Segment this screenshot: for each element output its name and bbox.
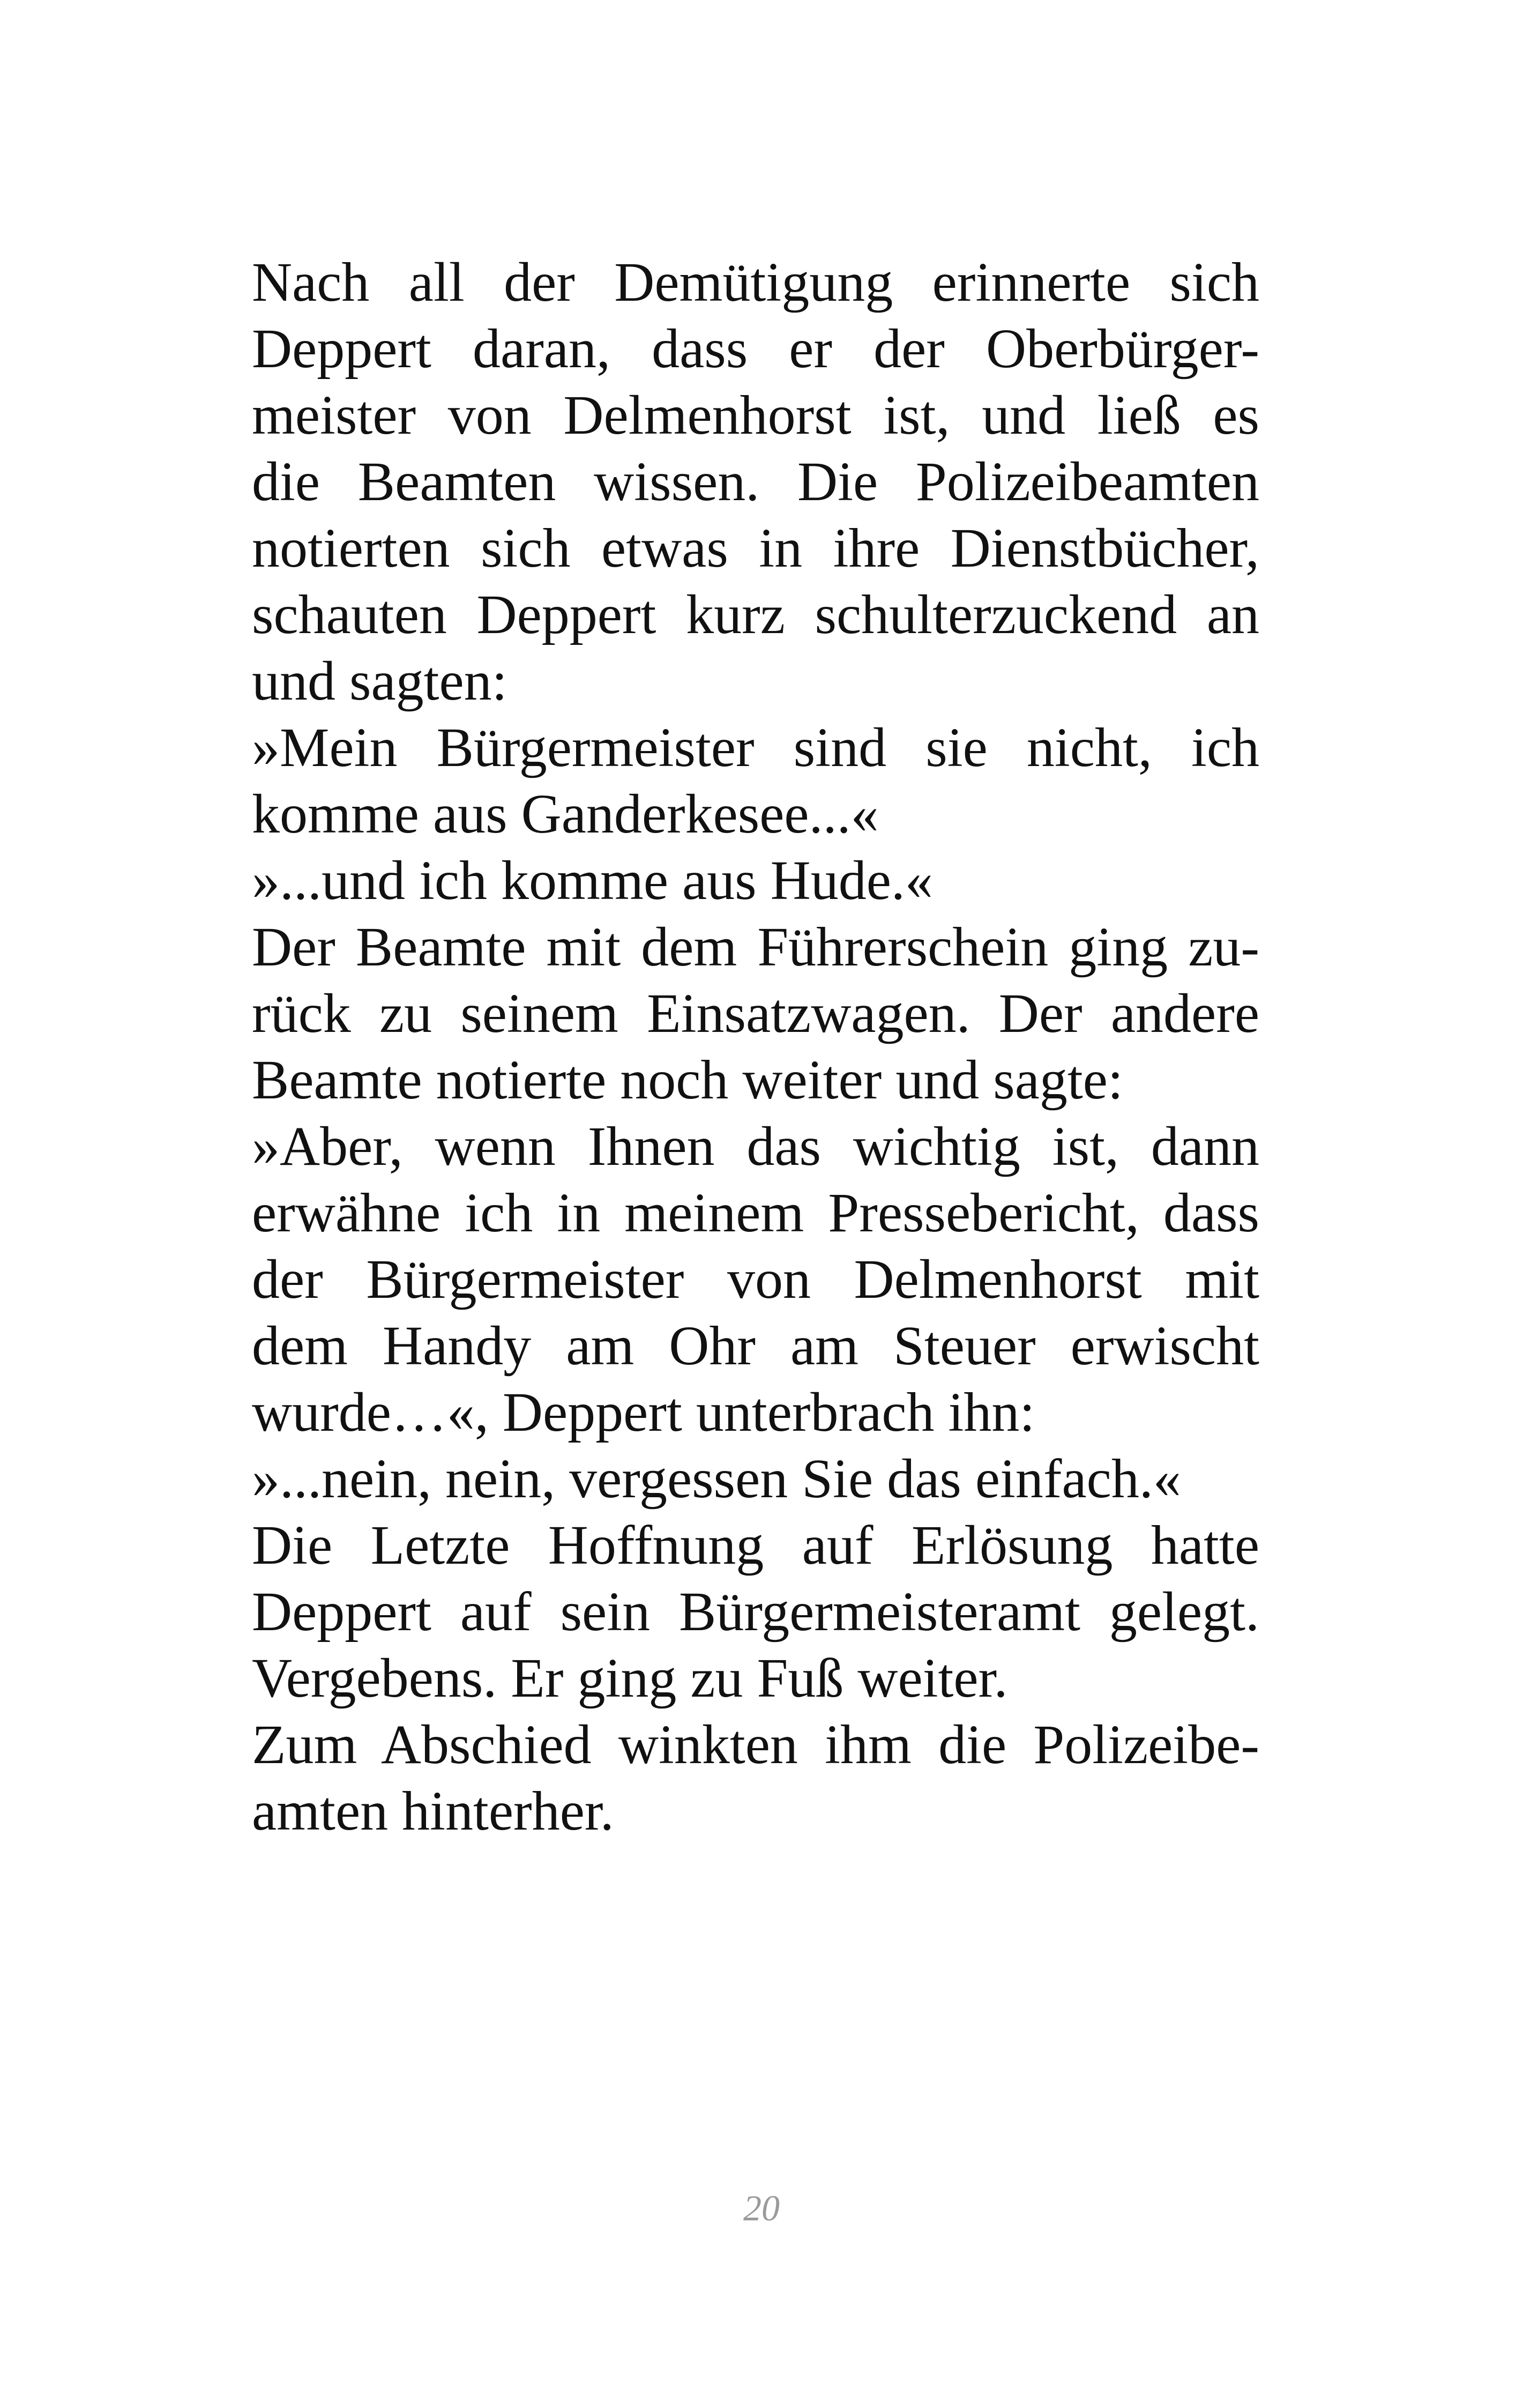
text-line: »Mein Bürgermeister sind sie nicht, ich — [252, 717, 1259, 778]
text-line: der Bürgermeister von Delmenhorst mit — [252, 1248, 1259, 1310]
body-text — [252, 249, 1259, 1845]
text-line: Nach all der Demütigung erinnerte sich — [252, 251, 1259, 313]
text-line: die Beamten wissen. Die Polizeibeamten — [252, 451, 1259, 512]
text-line: Deppert daran, dass er der Oberbürger- — [252, 318, 1259, 380]
text-line: »...und ich komme aus Hude.« — [252, 850, 933, 911]
text-line: »...nein, nein, vergessen Sie das einfach.« — [252, 1448, 1181, 1510]
text-line: Beamte notierte noch weiter und sagte: — [252, 1049, 1123, 1111]
text-line: notierten sich etwas in ihre Dienstbücher, — [252, 517, 1259, 579]
text-line: komme aus Ganderkesee...« — [252, 783, 879, 845]
text-line: schauten Deppert kurz schulterzuckend an — [252, 584, 1259, 645]
text-line: dem Handy am Ohr am Steuer erwischt — [252, 1315, 1259, 1377]
text-line: meister von Delmenhorst ist, und ließ es — [252, 384, 1259, 446]
text-line: Die Letzte Hoffnung auf Erlösung hatte — [252, 1514, 1259, 1576]
text-line: Der Beamte mit dem Führerschein ging zu- — [252, 916, 1259, 978]
page-number: 20 — [743, 2188, 780, 2228]
text-line: rück zu seinem Einsatzwagen. Der andere — [252, 983, 1259, 1044]
text-line: Deppert auf sein Bürgermeisteramt gelegt. — [252, 1581, 1259, 1643]
text-line: amten hinterher. — [252, 1780, 614, 1842]
text-line: »Aber, wenn Ihnen das wichtig ist, dann — [252, 1116, 1259, 1177]
text-line: wurde…«, Deppert unterbrach ihn: — [252, 1381, 1035, 1443]
text-line: Vergebens. Er ging zu Fuß weiter. — [252, 1647, 1008, 1709]
text-line: Zum Abschied winkten ihm die Polizeibe- — [252, 1714, 1259, 1775]
text-line: und sagten: — [252, 650, 507, 712]
text-line: erwähne ich in meinem Pressebericht, dass — [252, 1182, 1259, 1244]
